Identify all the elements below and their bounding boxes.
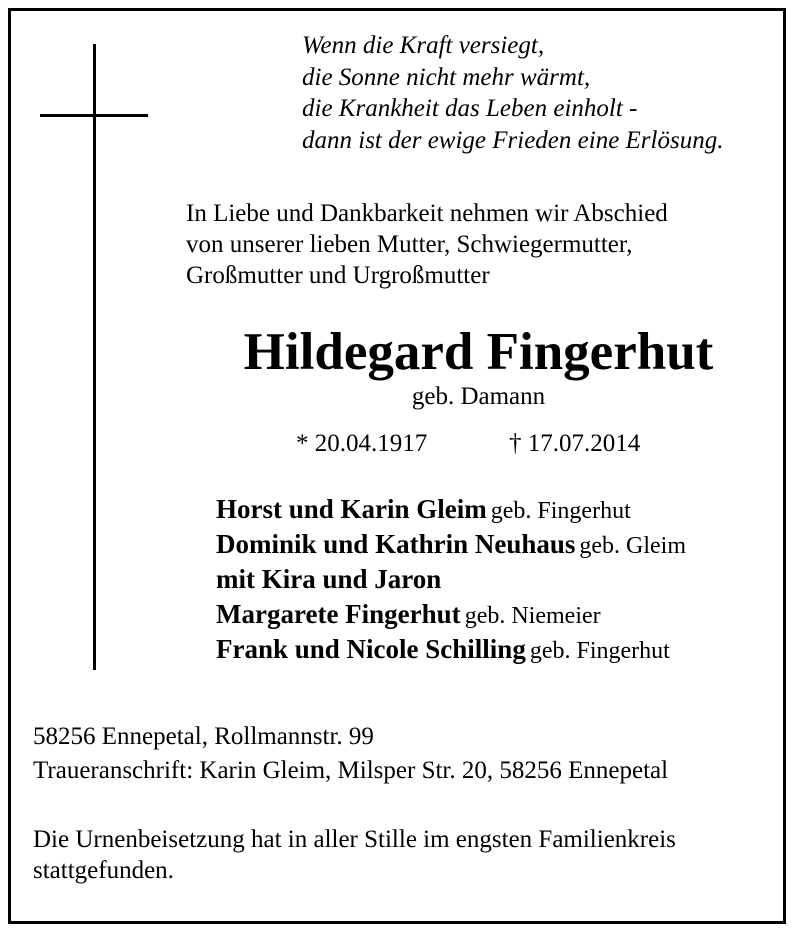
- address-block: [33, 720, 668, 788]
- poem: [302, 30, 723, 156]
- intro-line: In Liebe und Dankbarkeit nehmen wir Abschied: [186, 200, 668, 227]
- poem-line: die Krankheit das Leben einholt -: [302, 95, 638, 122]
- poem-line: dann ist der ewige Frieden eine Erlösung.: [302, 126, 724, 154]
- family-names: Horst und Karin Gleim: [216, 494, 487, 524]
- cross-horizontal-bar: [40, 114, 148, 117]
- family-names: Margarete Fingerhut: [216, 599, 461, 629]
- birth-date: * 20.04.1917: [296, 430, 428, 457]
- burial-notice: [33, 824, 676, 886]
- mourning-address: Traueranschrift: Karin Gleim, Milsper Str. 20, 58256 Ennepetal: [33, 757, 669, 784]
- family-note: geb. Fingerhut: [529, 638, 670, 664]
- notice-line: Die Urnenbeisetzung hat in aller Stille im engsten Familienkreis: [33, 826, 676, 853]
- family-names: Frank und Nicole Schilling: [216, 634, 526, 664]
- family-names: mit Kira und Jaron: [216, 564, 442, 594]
- family-note: geb. Fingerhut: [490, 498, 631, 524]
- family-note: geb. Niemeier: [464, 603, 601, 629]
- death-date: † 17.07.2014: [509, 430, 641, 457]
- family-row: [216, 562, 686, 597]
- residence-address: 58256 Ennepetal, Rollmannstr. 99: [33, 723, 374, 750]
- maiden-name: geb. Damann: [411, 383, 546, 410]
- intro-line: von unserer lieben Mutter, Schwiegermutter,: [186, 231, 633, 258]
- family-list: [216, 492, 686, 667]
- family-row: [216, 632, 686, 667]
- deceased-name: Hildegard Fingerhut: [243, 323, 714, 381]
- farewell-intro: [186, 198, 668, 291]
- intro-line: Großmutter und Urgroßmutter: [186, 262, 490, 289]
- family-note: geb. Gleim: [579, 533, 687, 559]
- poem-line: die Sonne nicht mehr wärmt,: [302, 63, 591, 91]
- family-names: Dominik und Kathrin Neuhaus: [216, 529, 576, 559]
- poem-line: Wenn die Kraft versiegt,: [302, 32, 545, 59]
- family-row: [216, 597, 686, 632]
- family-row: [216, 492, 686, 527]
- family-row: [216, 527, 686, 562]
- cross-vertical-bar: [93, 44, 96, 670]
- notice-line: stattgefunden.: [33, 857, 174, 884]
